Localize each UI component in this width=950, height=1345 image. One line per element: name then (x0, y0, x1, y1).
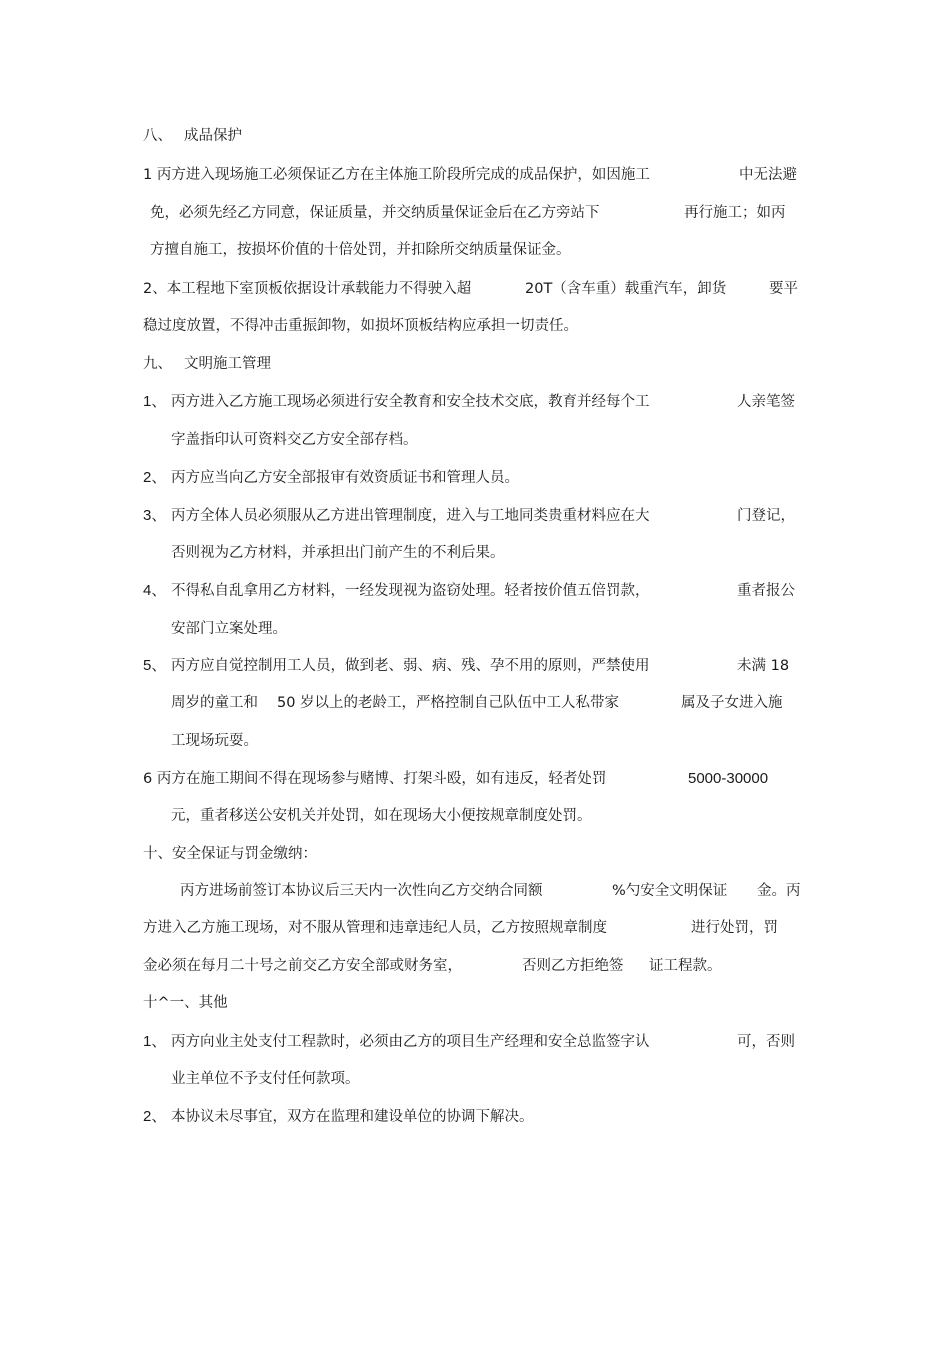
s9-item3-line2: 否则视为乙方材料，并承担出门前产生的不利后果。 (171, 545, 505, 561)
s10-para-line1c: 金。丙 (757, 883, 801, 899)
s11-item1-line1a: 丙方向业主处支付工程款时，必须由乙方的项目生产经理和安全总监签字认 (171, 1034, 650, 1050)
s9-item4-line2: 安部门立案处理。 (171, 621, 287, 637)
s9-item4-line1a: 不得私自乱拿用乙方材料，一经发现视为盗窃处理。轻者按价值五倍罚款， (171, 583, 650, 599)
s9-item1-line1a: 丙方进入乙方施工现场必须进行安全教育和安全技术交底，教育并经每个工 (171, 394, 650, 410)
s8-item1-line3: 方擅自施工，按损坏价值的十倍处罚，并扣除所交纳质量保证金。 (150, 242, 571, 258)
s10-para-line1b: %勺安全文明保证 (612, 883, 728, 899)
s10-para-line2b: 进行处罚，罚 (691, 920, 778, 936)
s9-item6-line1b: 5000-30000 (688, 770, 769, 787)
s8-item2-line1c: 要平 (769, 281, 798, 297)
s9-item5-line1b: 未满 18 (737, 658, 790, 674)
s9-item1-number: 1、 (143, 393, 167, 410)
s11-item1-line1b: 可，否则 (737, 1034, 795, 1050)
s9-item2-number: 2、 (143, 469, 167, 486)
s9-item5-line1a: 丙方应自觉控制用工人员，做到老、弱、病、残、孕不用的原则，严禁使用 (171, 658, 650, 674)
s10-para-line1a: 丙方进场前签订本协议后三天内一次性向乙方交纳合同额 (180, 883, 543, 899)
s11-item1-number: 1、 (143, 1033, 167, 1050)
s9-item3-line1a: 丙方全体人员必须服从乙方进出管理制度，进入与工地同类贵重材料应在大 (171, 508, 650, 524)
s10-para-line3b: 否则乙方拒绝签 (522, 958, 624, 974)
s11-item2-line1: 本协议未尽事宜，双方在监理和建设单位的协调下解决。 (171, 1109, 534, 1125)
s9-item1-line1b: 人亲笔签 (737, 394, 795, 410)
s9-item5-number: 5、 (143, 657, 167, 674)
s9-item4-line1b: 重者报公 (737, 583, 795, 599)
section-9-number: 九、 (143, 356, 172, 372)
s9-item6-line2: 元，重者移送公安机关并处罚，如在现场大小便按规章制度处罚。 (171, 808, 592, 824)
s10-para-line3a: 金必须在每月二十号之前交乙方安全部或财务室， (143, 958, 462, 974)
s9-item5-line3: 工现场玩耍。 (171, 733, 258, 749)
s9-item3-number: 3、 (143, 507, 167, 524)
s8-item1-line1a: 1 丙方进入现场施工必须保证乙方在主体施工阶段所完成的成品保护，如因施工 (143, 167, 650, 183)
s8-item2-line2: 稳过度放置，不得冲击重振卸物，如损坏顶板结构应承担一切责任。 (143, 318, 578, 334)
s9-item5-line2a: 周岁的童工和 (171, 695, 258, 711)
s9-item6-line1a: 6 丙方在施工期间不得在现场参与赌博、打架斗殴，如有违反，轻者处罚 (143, 771, 607, 787)
section-8-number: 八、 (143, 128, 172, 144)
s8-item1-line2a: 免，必须先经乙方同意，保证质量，并交纳质量保证金后在乙方旁站下 (150, 205, 600, 221)
section-8-title: 成品保护 (184, 128, 242, 144)
s9-item1-line2: 字盖指印认可资料交乙方安全部存档。 (171, 432, 418, 448)
s10-para-line3c: 证工程款。 (649, 958, 722, 974)
s8-item1-line2b: 再行施工；如丙 (684, 205, 786, 221)
s9-item2-line1: 丙方应当向乙方安全部报审有效资质证书和管理人员。 (171, 470, 519, 486)
section-10-title: 十、安全保证与罚金缴纳： (143, 846, 317, 862)
section-9-title: 文明施工管理 (184, 356, 271, 372)
s8-item1-line1b: 中无法避 (739, 167, 797, 183)
s9-item4-number: 4、 (143, 582, 167, 599)
s11-item2-number: 2、 (143, 1108, 167, 1125)
s9-item5-line2c: 属及子女进入施 (681, 695, 783, 711)
s9-item5-line2b: 50 岁以上的老龄工，严格控制自己队伍中工人私带家 (277, 695, 620, 711)
s9-item3-line1b: 门登记， (737, 508, 795, 524)
s8-item2-line1a: 2、本工程地下室顶板依据设计承载能力不得驶入超 (143, 281, 472, 297)
section-11-title: 十^一、其他 (143, 995, 228, 1011)
s8-item2-line1b: 20T（含车重）载重汽车，卸货 (525, 281, 727, 297)
s10-para-line2a: 方进入乙方施工现场，对不服从管理和违章违纪人员，乙方按照规章制度 (143, 920, 607, 936)
s11-item1-line2: 业主单位不予支付任何款项。 (171, 1071, 360, 1087)
